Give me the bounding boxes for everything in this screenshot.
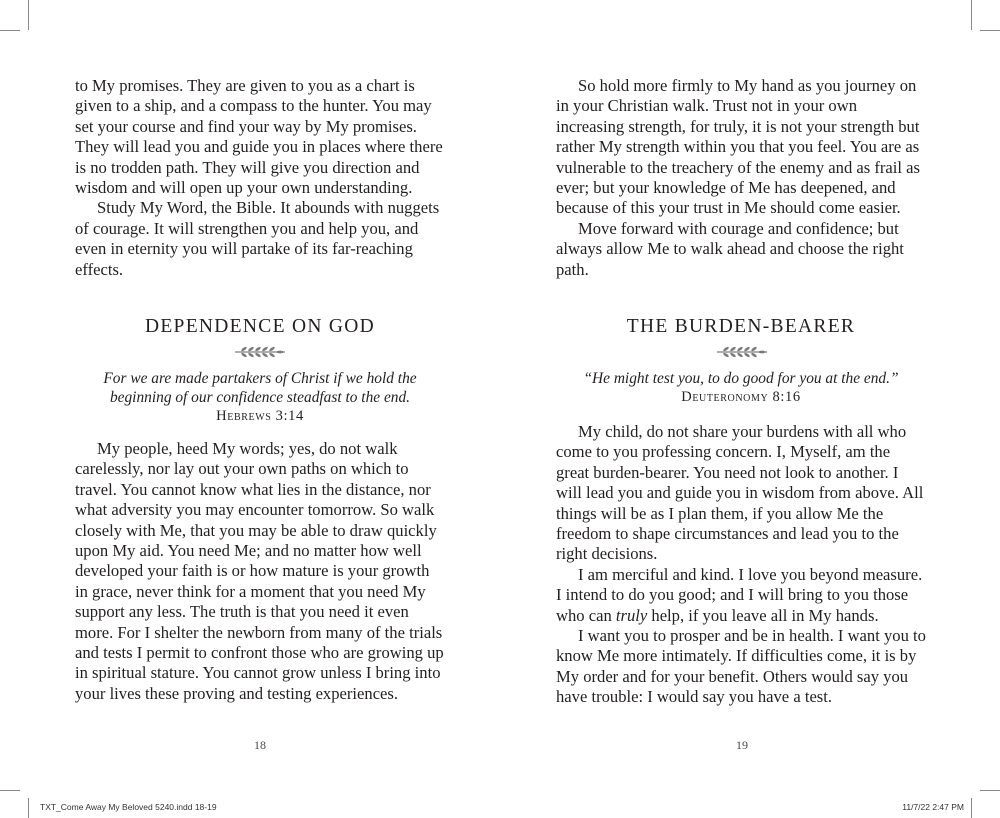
- left-body-text: [75, 439, 445, 704]
- crop-mark: [0, 30, 20, 31]
- paragraph: Move forward with courage and confidence; but always allow Me to walk ahead and choose the right path.: [556, 218, 904, 279]
- crop-mark: [980, 30, 1000, 31]
- page-number: 19: [736, 738, 748, 752]
- laurel-sprig-icon: [714, 344, 770, 360]
- crop-mark: [971, 0, 972, 30]
- paragraph: I want you to prosper and be in health. I want you to know Me more intimately. If difficulties come, it is by My order and for your benefit. Others would say you have trouble: I would say you have a test.: [556, 626, 926, 707]
- text-run: I am merciful and kind. I love you beyond measure. I intend to do you good; and I will bring to you those who can: [556, 564, 923, 625]
- crop-mark: [971, 798, 972, 818]
- page-number: 18: [254, 738, 266, 752]
- right-body-text: [556, 422, 926, 708]
- crop-mark: [0, 790, 20, 791]
- slug-date-time: 11/7/22 2:47 PM: [902, 802, 964, 812]
- paragraph: to My promises. They are given to you as a chart is given to a ship, and a compass to the hunter. You may set your course and find your way by My promises. They will lead you and guide you in places where there is no trodden path. They will give you direction and wisdom and will open up your own understanding.: [75, 76, 443, 198]
- section-heading: THE BURDEN-BEARER: [626, 316, 856, 337]
- crop-mark: [28, 798, 29, 818]
- emphasis-text: truly: [615, 605, 648, 625]
- right-page: [500, 0, 1000, 790]
- paragraph: So hold more firmly to My hand as you journey on in your Christian walk. Trust not in your own increasing strength, for truly, it is not your strength but rather My strength within you that you feel. You are as vulnerable to the treachery of the enemy and as frail as ever; but your knowledge of Me has deepened, and because of this your trust in Me should come easier.: [556, 76, 920, 218]
- paragraph: Study My Word, the Bible. It abounds with nuggets of courage. It will strengthen you and help you, and even in eternity you will partake of its far-reaching effects.: [75, 198, 440, 279]
- laurel-sprig-icon: [232, 344, 288, 360]
- crop-mark: [28, 0, 29, 30]
- scripture-verse: “He might test you, to do good for you at the end.”: [583, 370, 899, 387]
- paragraph: [556, 565, 926, 626]
- text-run: help, if you leave all in My hands.: [647, 605, 879, 625]
- right-continuation-text: [556, 76, 926, 280]
- slug-file-label: TXT_Come Away My Beloved 5240.indd 18-19: [40, 802, 217, 812]
- left-page: [0, 0, 500, 790]
- paragraph: My child, do not share your burdens with all who come to you professing concern. I, Myself, am the great burden-bearer. You need not look to another. I will lead you and guide you in wisdom from above. All things will be as I plan them, if you allow Me the freedom to shape circumstances and lead you to the right decisions.: [556, 422, 924, 564]
- section-heading: DEPENDENCE ON GOD: [144, 316, 376, 337]
- crop-mark: [980, 790, 1000, 791]
- left-continuation-text: [75, 76, 445, 280]
- scripture-reference: Hebrews 3:14: [216, 408, 304, 424]
- scripture-reference: Deuteronomy 8:16: [681, 389, 801, 405]
- scripture-verse: For we are made partakers of Christ if we hold the beginning of our confidence steadfast to the end.: [103, 370, 417, 406]
- paragraph: My people, heed My words; yes, do not walk carelessly, nor lay out your own paths on which to travel. You cannot know what lies in the distance, nor what adversity you may encounter tomorrow. So walk closely with Me, that you may be able to draw quickly upon My aid. You need Me; and no matter how well developed your faith is or how mature is your growth in grace, never think for a moment that you need My support any less. The truth is that you need it even more. For I shelter the newborn from many of the trials and tests I permit to confront those who are growing up in spiritual stature. You cannot grow unless I bring into your lives these proving and testing experiences.: [75, 439, 444, 703]
